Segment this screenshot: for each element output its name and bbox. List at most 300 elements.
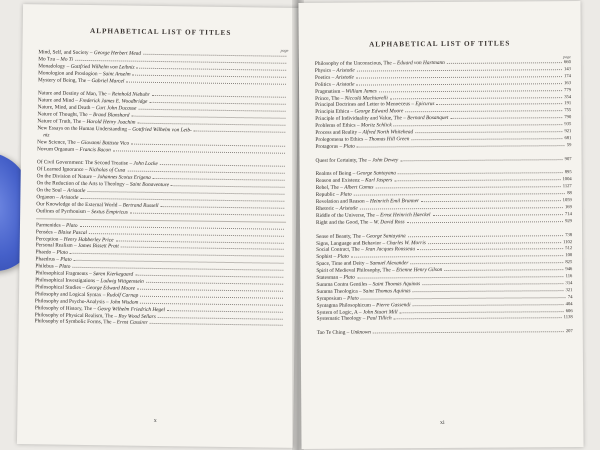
dot-leader xyxy=(394,124,563,126)
entry-author: Plato xyxy=(58,263,71,270)
entry-title: Of Civil Government: The Second Treatise – John Locke xyxy=(36,159,158,168)
entry-title-text: Process and Reality xyxy=(315,129,358,136)
dot-leader xyxy=(417,249,563,251)
entry-author: Plato xyxy=(56,249,69,257)
entry-author: Sextus Empiricus xyxy=(91,208,128,216)
entry-title-text: Philosophical Fragments xyxy=(35,270,88,278)
entry-title: Philosophy and Psycho-Analysis – John Wisdom xyxy=(34,297,139,306)
entry-title: Principle of Individuality and Value, The – Bernard Bosanquet xyxy=(315,115,449,123)
right-page-heading: ALPHABETICAL LIST OF TITLES xyxy=(369,39,511,49)
entry-author: Ludwig Wittgenstein xyxy=(100,278,144,285)
entry-title: Pragmatism – William James xyxy=(315,88,377,95)
entry-title-text: Nature and Destiny of Man, The xyxy=(37,90,107,98)
entry-title-text: Summa Contra Gentiles xyxy=(316,281,368,288)
dot-leader xyxy=(373,331,564,333)
entry-title: Mystery of Being, The – Gabriel Marcel xyxy=(37,76,125,85)
entry-title-text: Philosophy of Symbolic Forms, The xyxy=(34,318,112,326)
entry-title-text: New Science, The xyxy=(37,139,76,146)
entry-title: Sense of Beauty, The – George Santayana xyxy=(316,232,406,240)
entry-title: Philosophical Studies – George Edward Moore xyxy=(35,284,136,292)
dot-leader xyxy=(137,123,285,126)
entry-title-text: Poetics xyxy=(314,74,331,81)
entry-title: Prince, The – Niccolò Machiavelli xyxy=(315,94,388,102)
entry-author: Plato xyxy=(347,295,359,302)
entry-page-number: 907 xyxy=(564,155,572,161)
entry-title: Philosophy of Physical Realism, The – Roy Wood Sellars xyxy=(34,311,156,320)
entry-author: George Herbert Mead xyxy=(93,50,142,57)
entry-author: Gabriel Marcel xyxy=(91,77,125,85)
entry-title-text: On the Reduction of the Arts to Theology xyxy=(36,180,125,188)
entry-author: Rudolf Carnap xyxy=(106,292,139,299)
dot-leader xyxy=(447,62,562,64)
dot-leader xyxy=(390,97,562,99)
dot-leader xyxy=(407,221,564,223)
entry-title: Philebus – Plato xyxy=(35,263,71,270)
entry-title: Politics – Aristotle xyxy=(314,81,355,88)
dot-leader xyxy=(421,200,561,202)
entry-title-text: Phaedrus xyxy=(35,256,55,263)
entry-title: Tao Te Ching – Unknown xyxy=(316,329,371,337)
left-folio: x xyxy=(153,417,157,425)
entry-title: New Essays on the Human Understanding – Gottfried Wilhelm von Leib- xyxy=(37,125,192,134)
entry-author: Ernst Cassirer xyxy=(116,319,148,327)
entry-title-text: Sophist xyxy=(316,254,333,261)
dot-leader xyxy=(131,143,285,146)
entry-author: Moritz Schlick xyxy=(360,122,392,129)
entry-page-number: 755 xyxy=(564,107,572,113)
entry-page-number: 314 xyxy=(565,280,573,286)
entry-title: Philosophy and Logical Syntax – Rudolf Carnap xyxy=(34,291,139,299)
entry-author: Epicurus xyxy=(415,101,435,108)
entry-title: Nature of Thought, The – Brand Blanshard xyxy=(37,111,130,119)
entry-title-text: Space, Time and Deity xyxy=(316,260,365,268)
title-entry xyxy=(317,328,573,337)
dot-leader xyxy=(130,212,284,215)
entry-title: On the Reduction of the Arts to Theology – Saint Bonaventure xyxy=(36,180,170,189)
dot-leader xyxy=(428,242,561,244)
entry-author: Aristotle xyxy=(335,74,354,81)
entry-title-text: Philosophy of the Unconscious, The xyxy=(314,60,392,67)
entry-title: Philosophy of the Unconscious, The – Eduard von Hartmann xyxy=(314,59,445,67)
entry-title-text: Philosophy of Physical Realism, The xyxy=(34,311,114,319)
entry-author: Harold Henry Joachim xyxy=(86,119,136,126)
dot-leader xyxy=(135,275,283,278)
dot-leader xyxy=(194,130,286,132)
entry-title: Right and the Good, The – W. David Ross xyxy=(315,219,405,226)
entry-title-text: Phaedo xyxy=(35,249,52,256)
dot-leader xyxy=(394,318,562,320)
entry-title: Systematic Theology – Paul Tillich xyxy=(316,315,392,323)
entry-title: Rebel, The – Albert Camus xyxy=(315,184,374,192)
entry-title-text: Summa Theologica xyxy=(316,288,358,295)
entry-title-text: Prince, The xyxy=(315,95,340,102)
dot-leader xyxy=(398,173,563,175)
entry-title-text: Mystery of Being, The xyxy=(37,76,87,84)
entry-title: Prolegomena to Ethics – Thomas Hill Green xyxy=(315,136,410,143)
dot-leader xyxy=(400,311,564,313)
entry-title: Protagoras – Plato xyxy=(315,143,355,150)
entry-author: Étienne Henry Gilson xyxy=(396,267,443,274)
entry-author: John Wisdom xyxy=(109,299,139,306)
entry-author: Henry Habberley Price xyxy=(63,236,114,243)
page-column-label: page xyxy=(280,47,289,53)
dot-leader xyxy=(356,76,562,78)
dot-leader xyxy=(72,267,283,271)
entry-title-text: Parmenides xyxy=(35,222,61,229)
entry-title: Statesman – Plato xyxy=(316,274,355,281)
entry-title-text: Principle of Individuality and Value, The xyxy=(315,115,402,123)
dot-leader xyxy=(113,150,285,153)
entry-page-number: 921 xyxy=(564,128,572,134)
entry-title: Phaedo – Plato xyxy=(35,249,69,257)
entry-author: Ernst Heinrich Haeckel xyxy=(380,211,431,219)
dot-leader xyxy=(411,138,562,140)
entry-title-text: Systematic Theology xyxy=(316,316,362,323)
entry-author: Bernard Bosanquet xyxy=(407,115,449,122)
entry-author: Brand Blanshard xyxy=(92,112,130,119)
entry-author: Aristotle xyxy=(336,67,355,74)
entry-title-text: System of Logic, A xyxy=(316,309,358,316)
entry-author: Saint Thomas Aquinas xyxy=(372,281,421,288)
entry-author: Aristotle xyxy=(67,187,86,195)
dot-leader xyxy=(140,302,283,305)
entry-author: Pierre Gassendi xyxy=(376,301,411,309)
entry-title-text: Monologion and Proslogion xyxy=(38,70,98,77)
dot-leader xyxy=(160,206,284,209)
entry-title-text: Rebel, The xyxy=(315,184,339,192)
entry-title-text: Statesman xyxy=(316,274,339,281)
entry-title-text: Mo Tzu xyxy=(38,56,56,63)
entry-title-text: Republic xyxy=(315,191,335,199)
entry-title: Social Contract, The – Jean Jacques Rousseau xyxy=(316,246,416,254)
entry-author: Giovanni Battista Vico xyxy=(81,139,130,147)
right-title-list xyxy=(315,54,573,337)
entry-author: Plato xyxy=(343,143,355,150)
right-folio: xi xyxy=(440,419,445,427)
entry-author: Saint Anselm xyxy=(102,70,131,78)
entry-title: Problems of Ethics – Moritz Schlick xyxy=(315,122,392,130)
entry-author: Plato xyxy=(337,253,349,261)
entry-author: Alfred North Whitehead xyxy=(362,129,414,136)
dot-leader xyxy=(413,290,564,292)
dot-leader xyxy=(137,289,283,292)
entry-author: Karl Jaspers xyxy=(365,177,393,184)
dot-leader xyxy=(408,235,564,237)
entry-title: Organon – Aristotle xyxy=(36,194,79,201)
dot-leader xyxy=(444,269,563,271)
entry-title-text: Problems of Ethics xyxy=(315,122,356,130)
entry-title: Rhetoric – Aristotle xyxy=(315,205,358,212)
entry-title-text: Nature and Mind xyxy=(37,97,74,105)
entry-title-text: Right and the Good, The xyxy=(315,219,369,226)
entry-title: Novum Organum – Francis Bacon xyxy=(37,145,111,154)
entry-title: Spirit of Medieval Philosophy, The – Étienne Henry Gilson xyxy=(316,267,443,275)
entry-title: Quest for Certainty, The – John Dewey xyxy=(315,156,399,164)
left-title-list xyxy=(35,44,289,329)
dot-leader xyxy=(160,164,285,167)
entry-page-number: 163 xyxy=(564,79,572,85)
entry-title-text: Social Contract, The xyxy=(316,246,360,254)
left-page-heading: ALPHABETICAL LIST OF TITLES xyxy=(90,27,232,38)
entry-author: W. David Ross xyxy=(373,219,405,226)
entry-title: Phaedrus – Plato xyxy=(35,256,72,264)
entry-page-number: 825 xyxy=(565,259,573,265)
dot-leader xyxy=(422,283,563,285)
entry-author: Georg Wilhelm Friedrich Hegel xyxy=(97,305,166,313)
entry-page-number: 174 xyxy=(564,72,571,78)
entry-title-text: Mind, Self, and Society xyxy=(38,49,89,57)
entry-page-number: 738 xyxy=(565,231,573,237)
entry-author: Nicholas of Cusa xyxy=(88,167,126,174)
dot-leader xyxy=(400,159,562,161)
dot-leader xyxy=(143,54,286,57)
entry-title-text: Rhetoric xyxy=(315,205,335,212)
entry-author: George Edward Moore xyxy=(86,284,136,292)
entry-author: John Dewey xyxy=(372,156,399,164)
dot-leader xyxy=(89,233,284,237)
entry-title-text: Nature of Truth, The xyxy=(37,118,82,125)
entry-title-text: Philosophical Studies xyxy=(35,284,81,291)
entry-title-text: Our Knowledge of the External World xyxy=(36,201,118,209)
dot-leader xyxy=(80,198,284,202)
entry-title: Physics – Aristotle xyxy=(314,67,355,74)
entry-title-text: Quest for Certainty, The xyxy=(315,157,367,164)
entry-title-text: Spirit of Medieval Philosophy, The xyxy=(316,267,391,275)
right-page xyxy=(298,1,583,449)
entry-title: Riddle of the Universe, The – Ernst Heinrich Haeckel xyxy=(315,211,431,219)
dot-leader xyxy=(379,90,562,92)
entry-title: On the Soul – Aristotle xyxy=(36,187,86,195)
entry-title-text: Symposium xyxy=(316,295,342,302)
entry-title-text: Pensées xyxy=(35,228,53,236)
entry-page-number: 929 xyxy=(565,217,572,223)
entry-title: Reason and Existenz – Karl Jaspers xyxy=(315,177,393,185)
entry-author: Plato xyxy=(60,256,72,264)
entry-title-text: Principal Doctrines and Letter to Menoeceus xyxy=(315,101,411,109)
dot-leader xyxy=(375,186,560,188)
entry-page-number: 1102 xyxy=(563,238,573,244)
entry-title: Philosophical Investigations – Ludwig Wittgenstein xyxy=(35,277,144,285)
entry-author: Aristotle xyxy=(336,81,355,88)
entry-title: Philosophical Fragments – Søren Kierkegaard xyxy=(35,270,134,278)
entry-page-number: 100 xyxy=(565,252,573,258)
entry-title-text: Of Learned Ignorance xyxy=(36,166,84,174)
dot-leader xyxy=(126,81,286,84)
entry-page-number: 191 xyxy=(564,100,572,106)
entry-page-number: 660 xyxy=(563,59,571,65)
dot-leader xyxy=(138,109,285,112)
entry-title-text: Organon xyxy=(36,194,55,201)
dot-leader xyxy=(436,104,562,106)
dot-leader xyxy=(146,282,283,285)
dot-leader xyxy=(152,95,286,98)
dot-leader xyxy=(137,67,287,70)
dot-leader xyxy=(140,296,283,299)
entry-page-number: 74 xyxy=(567,293,573,299)
entry-page-number: 143 xyxy=(564,65,571,72)
entry-author: niz xyxy=(43,132,50,139)
entry-title-text: Tao Te Ching xyxy=(316,329,346,337)
entry-title-text: Philosophy and Psycho-Analysis xyxy=(34,297,105,305)
entry-title-text: New Essays on the Human Understanding xyxy=(37,125,127,133)
entry-author: Blaise Pascal xyxy=(57,229,88,236)
entry-title: Monologion and Proslogion – Saint Anselm xyxy=(38,70,131,78)
entry-page-number: 404 xyxy=(565,300,573,306)
entry-author: Johannes Scotus Erigena xyxy=(97,174,151,182)
entry-author: George Edward Moore xyxy=(354,108,404,115)
entry-title: Syntagma Philosophicum – Pierre Gassendi xyxy=(316,301,411,309)
entry-title: Revelation and Reason – Heinrich Emil Brunner xyxy=(315,198,420,205)
entry-title-text: Perception xyxy=(35,235,59,243)
entry-page-number: 935 xyxy=(564,121,572,127)
entry-page-number: 895 xyxy=(564,169,572,175)
entry-title-text: Signs, Language and Behavior xyxy=(316,239,382,247)
entry-title-text: Prolegomena to Ethics xyxy=(315,136,364,143)
entry-author: John Locke xyxy=(133,161,158,168)
entry-title: Philosophy of Symbolic Forms, The – Ernst Cassirer xyxy=(34,318,148,327)
entry-author: Gottfried Wilhelm von Leibniz xyxy=(70,63,135,71)
entry-page-number: 169 xyxy=(564,204,572,210)
entry-author: Niccolò Machiavelli xyxy=(344,94,388,102)
entry-author: Saint Thomas Aquinas xyxy=(362,288,411,295)
entry-author: Eduard von Hartmann xyxy=(397,59,445,67)
entry-title: System of Logic, A – John Stuart Mill xyxy=(316,308,398,316)
entry-title-text: Outlines of Pyrrhonism xyxy=(36,208,86,215)
entry-author: Frederick James E. Woodbridge xyxy=(79,98,148,106)
entry-title: Nature and Mind – Frederick James E. Woodbridge xyxy=(37,97,148,106)
entry-author: Gottfried Wilhelm von Leib- xyxy=(132,126,192,134)
entry-page-number: 790 xyxy=(564,114,572,120)
entry-title: Mind, Self, and Society – George Herbert Mead xyxy=(38,49,142,57)
dot-leader xyxy=(167,310,283,313)
dot-leader xyxy=(360,207,563,209)
entry-title: Process and Reality – Alfred North Whitehead xyxy=(315,129,414,136)
dot-leader xyxy=(394,180,560,182)
entry-title-text: Nature, Mind, and Death xyxy=(37,104,91,112)
entry-author: Plato xyxy=(343,274,355,281)
left-page xyxy=(17,4,299,448)
entry-author: Reinhold Niebuhr xyxy=(111,91,150,99)
entry-author: Roy Wood Sellars xyxy=(118,312,156,320)
entry-page-number: 354 xyxy=(564,93,572,99)
entry-title: Our Knowledge of the External World – Bertrand Russell xyxy=(36,201,159,209)
dot-leader xyxy=(121,247,284,250)
entry-title: Of Learned Ignorance – Nicholas of Cusa xyxy=(36,166,126,174)
entry-title: Summa Contra Gentiles – Saint Thomas Aquinas xyxy=(316,281,421,288)
entry-title-text: Syntagma Philosophicum xyxy=(316,302,371,309)
entry-author: Saint Bonaventure xyxy=(129,181,170,189)
entry-title-text: On the Division of Nature xyxy=(36,173,93,181)
entry-title: Summa Theologica – Saint Thomas Aquinas xyxy=(316,288,411,295)
dot-leader xyxy=(357,69,562,71)
entry-title: Parmenides – Plato xyxy=(35,222,78,229)
entry-title: Space, Time and Deity – Samuel Alexander xyxy=(316,260,409,268)
entry-title: Monadology – Gottfried Wilhelm von Leibniz xyxy=(38,63,135,71)
page-column-label: page xyxy=(563,54,571,60)
entry-page-number: 512 xyxy=(565,245,573,251)
dot-leader xyxy=(127,171,284,174)
dot-leader xyxy=(74,260,284,264)
entry-title-text: Monadology xyxy=(38,63,66,70)
entry-title: Republic – Plato xyxy=(315,191,352,199)
entry-page-number: 946 xyxy=(565,266,573,272)
entry-title: Mo Tzu – Mo Ti xyxy=(38,56,73,63)
entry-author: Samuel Alexander xyxy=(369,260,409,267)
dot-leader xyxy=(415,131,562,133)
entry-author: Heinrich Emil Brunner xyxy=(369,198,420,205)
dot-leader xyxy=(171,185,285,188)
entry-title-text: Reason and Existenz xyxy=(315,177,360,185)
dot-leader xyxy=(158,317,283,320)
entry-author: Charles W. Morris xyxy=(386,239,426,246)
entry-title-text: Sense of Beauty, The xyxy=(316,233,361,240)
entry-page-number: 1138 xyxy=(563,314,573,320)
entry-title: New Science, The – Giovanni Battista Vico xyxy=(37,139,130,147)
entry-author: Aristotle xyxy=(339,205,358,212)
entry-page-number: 714 xyxy=(565,210,572,217)
entry-author: Bertrand Russell xyxy=(122,202,159,209)
dot-leader xyxy=(354,193,566,195)
entry-title-text: Personal Realism xyxy=(35,242,73,250)
entry-page-number: 321 xyxy=(565,286,573,292)
entry-title: Perception – Henry Habberley Price xyxy=(35,235,114,243)
entry-title-text: Physics xyxy=(314,67,332,74)
entry-author: Mo Ti xyxy=(60,56,73,63)
entry-page-number: 116 xyxy=(565,273,573,279)
entry-page-number: 88 xyxy=(567,190,572,196)
entry-page-number: 1059 xyxy=(562,197,572,203)
entry-title: Pensées – Blaise Pascal xyxy=(35,228,88,236)
entry-author: George Santayana xyxy=(366,232,406,240)
entry-author: Francis Bacon xyxy=(79,146,111,154)
entry-page-number: 207 xyxy=(565,328,573,334)
entry-title: Personal Realism – James Bissett Pratt xyxy=(35,242,119,250)
dot-leader xyxy=(131,116,285,119)
entry-title: Realms of Being – George Santayana xyxy=(315,170,396,178)
dot-leader xyxy=(356,83,562,85)
dot-leader xyxy=(149,102,285,105)
entry-title-text: Pragmatism xyxy=(315,88,341,95)
entry-author: William James xyxy=(345,88,377,95)
entry-title-text: Philosophical Investigations xyxy=(35,277,96,285)
dot-leader xyxy=(351,255,563,257)
entry-title-text: On the Soul xyxy=(36,187,62,194)
entry-title: Principia Ethica – George Edward Moore xyxy=(315,108,404,116)
entry-author: Plato xyxy=(65,222,78,229)
entry-page-number: 779 xyxy=(564,86,572,92)
entry-author: Jean Jacques Rousseau xyxy=(365,246,416,253)
entry-page-number: 606 xyxy=(565,307,573,313)
entry-author: John Stuart Mill xyxy=(362,308,398,316)
entry-author: Thomas Hill Green xyxy=(368,136,410,143)
dot-leader xyxy=(150,323,283,326)
entry-title-text: Philosophy of History, The xyxy=(34,304,93,312)
dot-leader xyxy=(133,74,287,77)
entry-title-text: Philebus xyxy=(35,263,54,270)
entry-title-text: Principia Ethica xyxy=(315,108,350,116)
entry-title-text: Protagoras xyxy=(315,143,339,150)
entry-title-text: Politics xyxy=(314,81,331,88)
entry-author: Paul Tillich xyxy=(366,315,392,323)
entry-author: Curt John Ducasse xyxy=(95,105,137,112)
entry-title-text: Revelation and Reason xyxy=(315,198,365,205)
entry-title-text: Nature of Thought, The xyxy=(37,111,88,119)
entry-title: Nature, Mind, and Death – Curt John Ducasse xyxy=(37,104,137,112)
dot-leader xyxy=(410,262,563,264)
dot-leader xyxy=(75,60,286,64)
entry-author: Søren Kierkegaard xyxy=(93,271,134,278)
entry-title-text: Realms of Being xyxy=(315,171,352,178)
